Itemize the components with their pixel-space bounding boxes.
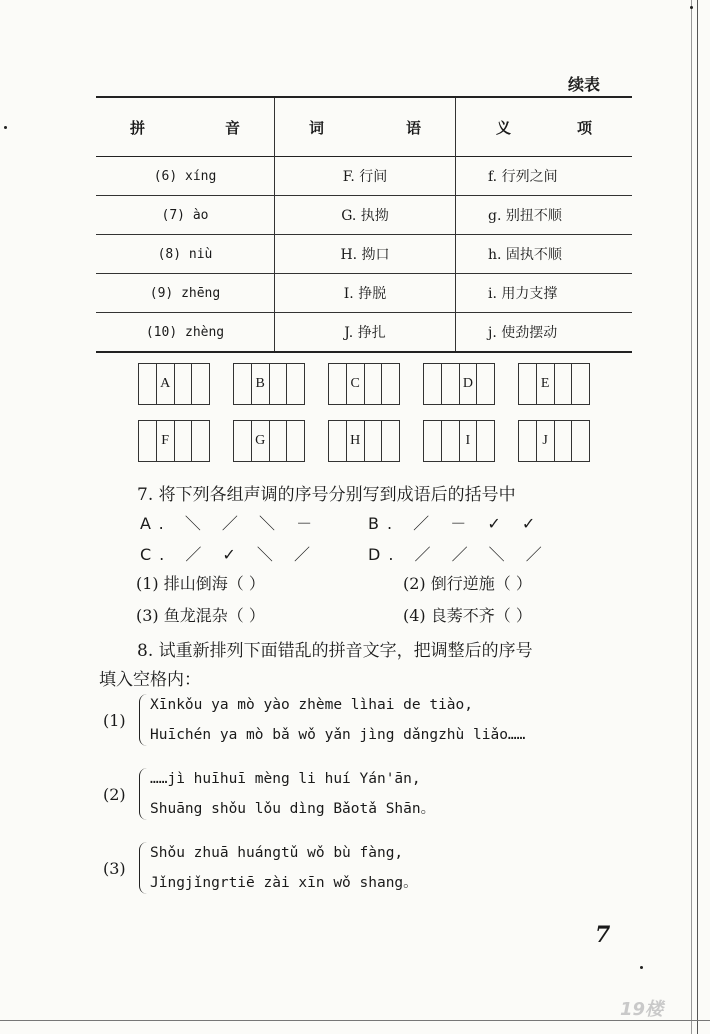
- word-cell: J. 挣扎: [275, 313, 456, 353]
- idiom-3: (3) 鱼龙混杂（ ）: [136, 606, 265, 625]
- answer-box[interactable]: E: [518, 363, 590, 405]
- answer-box-row: [138, 420, 613, 462]
- meaning-cell: g. 别扭不顺: [456, 196, 633, 235]
- header-pinyin: 拼 音: [130, 118, 240, 137]
- pinyin-line: Jǐngjǐngrtiē zài xīn wǒ shang。: [150, 875, 418, 891]
- meaning-cell: h. 固执不顺: [456, 235, 633, 274]
- pinyin-line: ……jì huīhuī mèng li huí Yán'ān,: [150, 771, 421, 787]
- idiom-4: (4) 良莠不齐（ ）: [403, 606, 532, 625]
- page-edge-inner: [691, 0, 692, 1034]
- group-number: (2): [103, 784, 126, 804]
- pinyin-cell: (9) zhēng: [149, 285, 221, 301]
- meaning-cell: i. 用力支撑: [456, 274, 633, 313]
- answer-box[interactable]: F: [138, 420, 210, 462]
- brace-icon: [139, 694, 148, 746]
- answer-box[interactable]: A: [138, 363, 210, 405]
- tone-group-b: B. ／ － ✓ ✓: [368, 514, 544, 533]
- table-row: [96, 274, 632, 313]
- pinyin-cell: (6) xíng: [153, 168, 217, 184]
- word-cell: G. 执拗: [275, 196, 456, 235]
- table-row: [96, 157, 632, 196]
- bottom-edge: [0, 1020, 710, 1021]
- continued-label: 续表: [567, 75, 600, 94]
- group-number: (3): [103, 858, 126, 878]
- meaning-cell: j. 使劲摆动: [456, 313, 633, 353]
- answer-box[interactable]: D: [423, 363, 495, 405]
- question-7-prompt: 7. 将下列各组声调的序号分别写到成语后的括号中: [137, 485, 516, 505]
- scan-speck: [690, 6, 693, 9]
- watermark-logo: 19楼: [620, 999, 664, 1020]
- tone-group-c: C. ／ ✓ ＼ ／: [140, 545, 319, 564]
- page-number: 7: [595, 922, 611, 948]
- vocabulary-table: [96, 96, 632, 353]
- pinyin-line: Shǒu zhuā huángtǔ wǒ bù fàng,: [150, 845, 404, 861]
- pinyin-line: Xīnkǒu ya mò yào zhème lìhai de tiào,: [150, 697, 474, 713]
- idiom-1: (1) 排山倒海（ ）: [136, 574, 265, 593]
- header-meaning: 义 项: [456, 97, 633, 157]
- word-cell: H. 拗口: [275, 235, 456, 274]
- meaning-cell: f. 行列之间: [456, 157, 633, 196]
- tone-group-a: A. ＼ ／ ＼ －: [140, 514, 321, 533]
- pinyin-group-1: [103, 690, 525, 750]
- answer-box[interactable]: G: [233, 420, 305, 462]
- group-number: (1): [103, 710, 126, 730]
- answer-box[interactable]: I: [423, 420, 495, 462]
- pinyin-cell: (8) niù: [157, 246, 213, 262]
- pinyin-cell: (10) zhèng: [145, 324, 225, 340]
- pinyin-group-2: [103, 764, 435, 824]
- pinyin-line: Huīchén ya mò bǎ wǒ yǎn jìng dǎngzhù liǎo……: [150, 727, 526, 743]
- brace-icon: [139, 842, 148, 894]
- question-8-prompt: 8. 试重新排列下面错乱的拼音文字，把调整后的序号: [137, 641, 533, 661]
- tone-group-d: D. ／ ／ ＼ ／: [368, 545, 550, 564]
- answer-box[interactable]: B: [233, 363, 305, 405]
- word-cell: I. 挣脱: [275, 274, 456, 313]
- table-row: [96, 196, 632, 235]
- answer-box-row: [138, 363, 613, 405]
- word-cell: F. 行间: [275, 157, 456, 196]
- table-header-row: [96, 97, 632, 157]
- answer-box[interactable]: C: [328, 363, 400, 405]
- scan-speck: [4, 126, 7, 129]
- header-word: 词 语: [275, 97, 456, 157]
- table-row: [96, 313, 632, 353]
- pinyin-line: Shuāng shǒu lǒu dìng Bǎotǎ Shān。: [150, 801, 436, 817]
- table-row: [96, 235, 632, 274]
- idiom-2: (2) 倒行逆施（ ）: [403, 574, 532, 593]
- question-8-prompt-continued: 填入空格内：: [99, 670, 201, 690]
- answer-box[interactable]: J: [518, 420, 590, 462]
- pinyin-cell: (7) ào: [161, 207, 209, 223]
- scan-speck: [640, 966, 643, 969]
- page-edge: [697, 0, 698, 1034]
- pinyin-group-3: [103, 838, 418, 898]
- brace-icon: [139, 768, 148, 820]
- answer-box[interactable]: H: [328, 420, 400, 462]
